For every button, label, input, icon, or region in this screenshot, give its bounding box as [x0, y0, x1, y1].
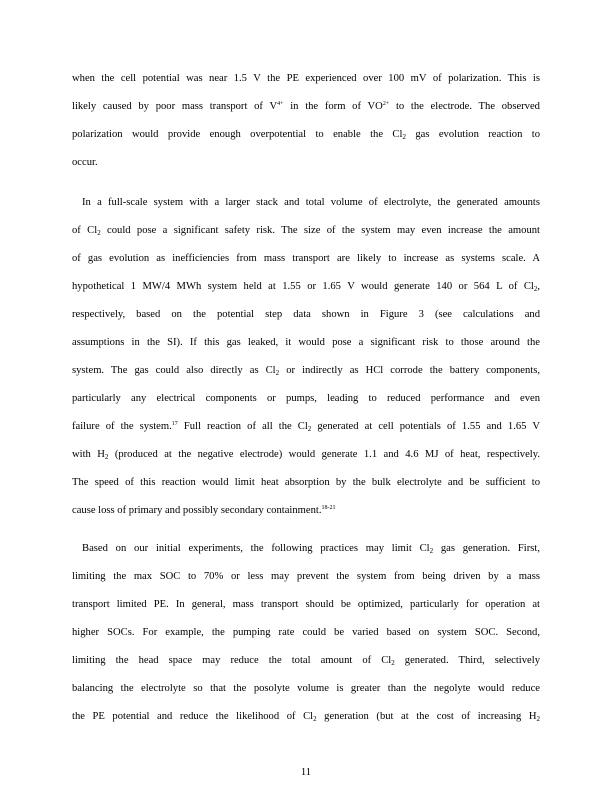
text-segment: of Cl: [72, 225, 98, 236]
text-segment: occur.: [72, 157, 98, 168]
text-segment: generated at cell potentials of 1.55 and 1.65 V: [311, 421, 540, 432]
subscript: 2: [97, 229, 101, 237]
subscript: 2: [536, 715, 540, 723]
text-segment: to the electrode. The observed: [389, 101, 540, 112]
text-line: [72, 654, 540, 668]
text-segment: balancing the electrolyte so that the posolyte volume is greater than the negolyte would reduce: [72, 683, 540, 694]
text-segment: or indirectly as HCl corrode the battery components,: [279, 365, 541, 376]
text-segment: the PE potential and reduce the likelihood of Cl: [72, 711, 314, 722]
subscript: 2: [429, 547, 434, 555]
text-line: [72, 100, 540, 114]
text-segment: with H: [72, 449, 105, 460]
subscript: 2: [533, 285, 538, 293]
text-line: [72, 252, 540, 266]
text-segment: limiting the head space may reduce the total amount of Cl: [72, 655, 392, 666]
text-segment: ,: [537, 281, 540, 292]
subscript: 2: [313, 715, 317, 723]
text-line: [72, 336, 540, 350]
text-line: [72, 72, 540, 86]
subscript: 2: [307, 425, 312, 433]
text-line: [72, 710, 540, 724]
text-segment: (produced at the negative electrode) would generate 1.1 and 4.6 MJ of heat, respectively.: [108, 449, 540, 460]
text-line: [72, 598, 540, 612]
text-segment: particularly any electrical components or pumps, leading to reduced performance and even: [72, 393, 540, 404]
text-segment: Full reaction of all the Cl: [177, 421, 308, 432]
text-line: [72, 420, 540, 434]
text-line: [72, 156, 98, 170]
text-line: [82, 196, 540, 210]
text-segment: In a full-scale system with a larger stack and total volume of electrolyte, the generated amounts: [82, 197, 540, 208]
text-line: [72, 392, 540, 406]
text-line: [72, 448, 540, 462]
superscript: 17: [171, 421, 178, 427]
text-segment: transport limited PE. In general, mass transport should be optimized, particularly for operation at: [72, 599, 540, 610]
text-line: [72, 224, 540, 238]
text-segment: of gas evolution as inefficiencies from mass transport are likely to increase as systems scale. A: [72, 253, 540, 264]
text-line: [72, 570, 540, 584]
text-line: [82, 542, 540, 556]
text-segment: assumptions in the SI). If this gas leaked, it would pose a significant risk to those around the: [72, 337, 540, 348]
subscript: 2: [104, 453, 109, 461]
text-segment: could pose a significant safety risk. The size of the system may even increase the amount: [100, 225, 540, 236]
subscript: 2: [391, 659, 395, 667]
subscript: 2: [275, 369, 280, 377]
text-segment: respectively, based on the potential step data shown in Figure 3 (see calculations and: [72, 309, 540, 320]
text-segment: likely caused by poor mass transport of V: [72, 101, 278, 112]
text-line: [72, 364, 540, 378]
page-number: 11: [300, 767, 312, 778]
superscript: 4+: [277, 101, 284, 107]
text-line: [72, 280, 540, 294]
text-segment: cause loss of primary and possibly secondary containment.: [72, 505, 322, 516]
text-segment: in the form of VO: [283, 101, 383, 112]
text-segment: system. The gas could also directly as Cl: [72, 365, 276, 376]
text-line: [72, 682, 540, 696]
superscript: 2+: [382, 101, 390, 107]
text-line: [72, 308, 540, 322]
superscript: 18-21: [321, 505, 336, 511]
text-segment: The speed of this reaction would limit heat absorption by the bulk electrolyte and be sufficient to: [72, 477, 540, 488]
text-segment: when the cell potential was near 1.5 V the PE experienced over 100 mV of polarization. This is: [72, 73, 540, 84]
text-segment: gas evolution reaction to: [405, 129, 540, 140]
text-segment: limiting the max SOC to 70% or less may prevent the system from being driven by a mass: [72, 571, 540, 582]
text-line: [72, 504, 335, 518]
text-line: [72, 128, 540, 142]
subscript: 2: [402, 133, 406, 141]
text-segment: gas generation. First,: [433, 543, 540, 554]
text-segment: polarization would provide enough overpotential to enable the Cl: [72, 129, 403, 140]
text-segment: failure of the system.: [72, 421, 172, 432]
text-segment: generated. Third, selectively: [394, 655, 540, 666]
text-line: [72, 476, 540, 490]
text-segment: higher SOCs. For example, the pumping rate could be varied based on system SOC. Second,: [72, 627, 540, 638]
text-segment: Based on our initial experiments, the following practices may limit Cl: [82, 543, 430, 554]
text-segment: hypothetical 1 MW/4 MWh system held at 1.55 or 1.65 V would generate 140 or 564 L of Cl: [72, 281, 534, 292]
text-segment: generation (but at the cost of increasing H: [316, 711, 537, 722]
text-line: [72, 626, 540, 640]
